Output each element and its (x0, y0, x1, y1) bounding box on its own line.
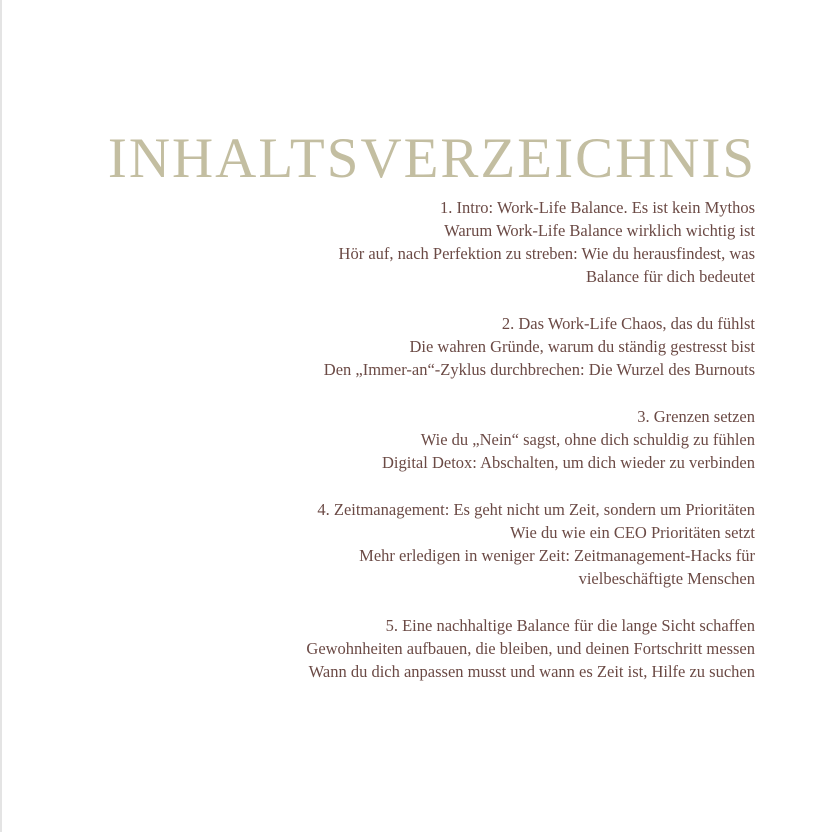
toc-chapter-heading: 1. Intro: Work-Life Balance. Es ist kein Mythos (439, 198, 755, 217)
toc-chapter-heading: 5. Eine nachhaltige Balance für die lange Sicht schaffen (385, 616, 755, 635)
toc-section-3 (115, 405, 755, 474)
toc-section-1 (115, 196, 755, 288)
toc-subitem: Wie du wie ein CEO Prioritäten setzt (510, 523, 755, 542)
page-title: INHALTSVERZEICHNIS (107, 127, 757, 191)
toc-subitem: Den „Immer-an“-Zyklus durchbrechen: Die Wurzel des Burnouts (323, 360, 755, 379)
toc-subitem: Warum Work-Life Balance wirklich wichtig ist (444, 221, 755, 240)
toc-subitem: Gewohnheiten aufbauen, die bleiben, und deinen Fortschritt messen (306, 639, 755, 658)
toc-section-4 (115, 498, 755, 590)
toc-subitem: Die wahren Gründe, warum du ständig gestresst bist (409, 337, 755, 356)
toc-subitem: Wann du dich anpassen musst und wann es Zeit ist, Hilfe zu suchen (308, 662, 755, 681)
toc-subitem: Hör auf, nach Perfektion zu streben: Wie du herausfindest, was Balance für dich bedeutet (338, 244, 755, 286)
toc-chapter-heading: 2. Das Work-Life Chaos, das du fühlst (501, 314, 755, 333)
table-of-contents (115, 196, 755, 707)
toc-subitem: Wie du „Nein“ sagst, ohne dich schuldig zu fühlen (420, 430, 755, 449)
toc-subitem: Digital Detox: Abschalten, um dich wieder zu verbinden (382, 453, 755, 472)
toc-chapter-heading: 4. Zeitmanagement: Es geht nicht um Zeit, sondern um Prioritäten (317, 500, 755, 519)
toc-section-5 (115, 614, 755, 683)
toc-section-2 (115, 312, 755, 381)
toc-chapter-heading: 3. Grenzen setzen (637, 407, 755, 426)
toc-subitem: Mehr erledigen in weniger Zeit: Zeitmanagement-Hacks für vielbeschäftigte Menschen (359, 546, 755, 588)
